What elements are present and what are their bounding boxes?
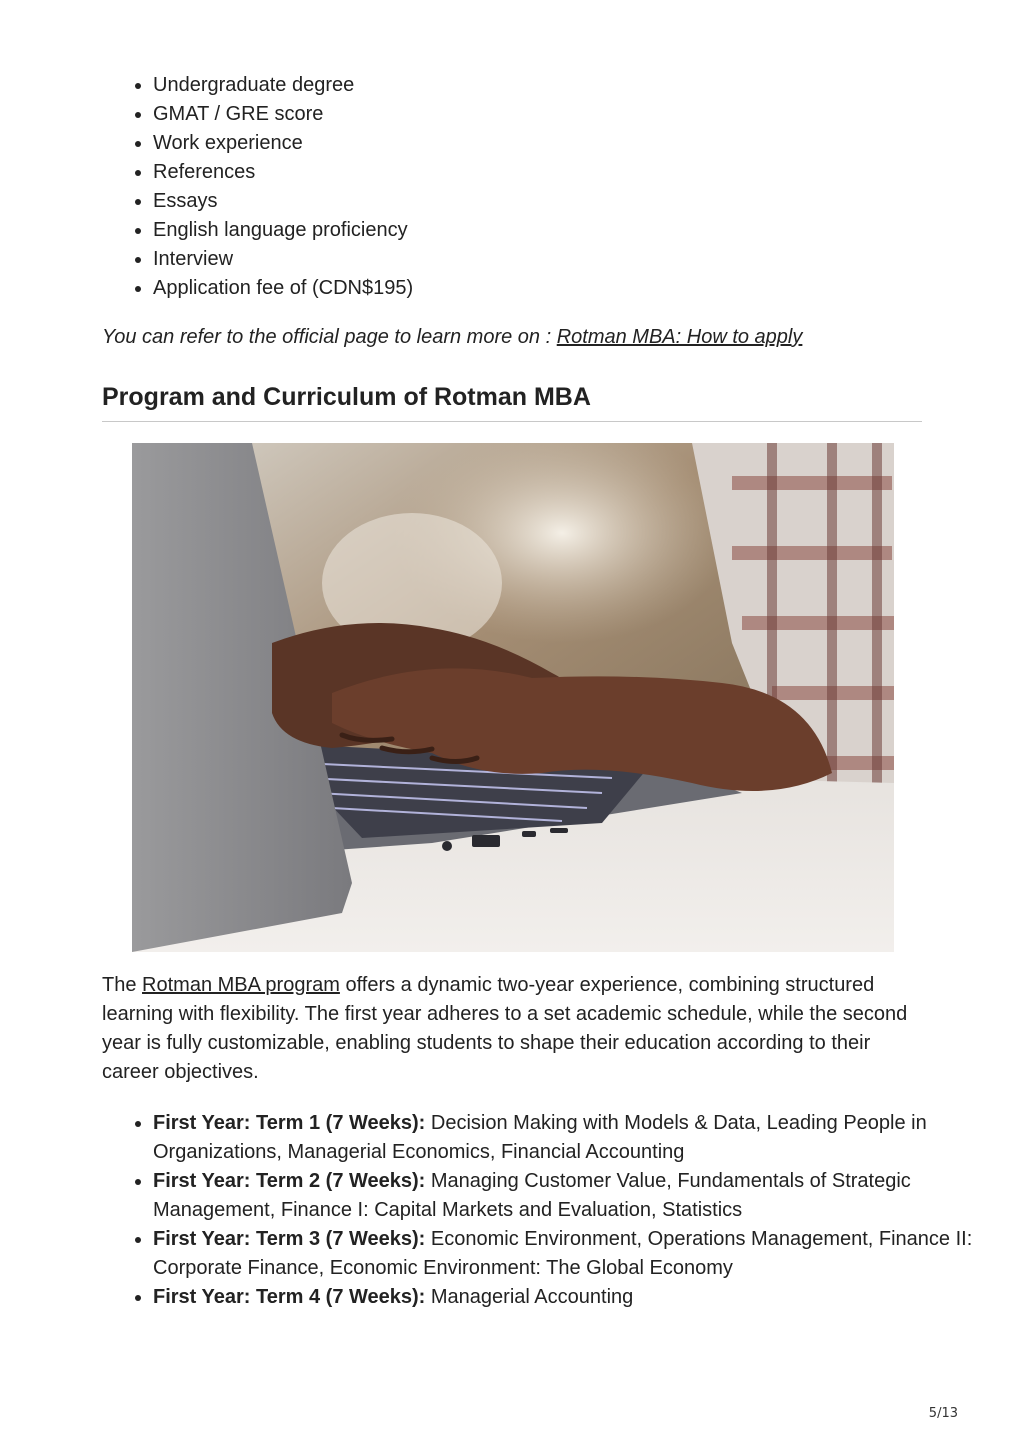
- term-label: First Year: Term 4 (7 Weeks):: [153, 1286, 426, 1308]
- term-label: First Year: Term 1 (7 Weeks):: [153, 1112, 426, 1134]
- program-intro: [102, 971, 927, 1087]
- laptop-typing-photo: [132, 443, 894, 952]
- list-item: [153, 1283, 973, 1312]
- term-courses: Decision Making with Models & Data, Leading People in Organizations, Managerial Economics, Financial Accounting: [153, 1112, 927, 1163]
- term-courses: Managing Customer Value, Fundamentals of Strategic Management, Finance I: Capital Markets and Evaluation, Statistics: [153, 1170, 911, 1221]
- curriculum-list: [102, 1109, 973, 1312]
- section-heading: Program and Curriculum of Rotman MBA: [102, 383, 591, 411]
- list-item: • Undergraduate degree: [153, 71, 413, 100]
- rotman-mba-program-link[interactable]: Rotman MBA program: [142, 974, 340, 996]
- list-item: • English language proficiency: [153, 216, 413, 245]
- intro-after: offers a dynamic two-year experience, combining structured learning with flexibility. The first year adheres to a set academic schedule, while the second year is fully customizable, enabling students to shape their education according to their career objectives.: [102, 974, 908, 1083]
- reference-text: You can refer to the official page to learn more on :: [102, 326, 557, 348]
- intro-before: The: [102, 974, 143, 996]
- requirements-list: [102, 71, 413, 303]
- list-item: • References: [153, 158, 413, 187]
- list-item: • GMAT / GRE score: [153, 100, 413, 129]
- list-item: • Work experience: [153, 129, 413, 158]
- list-item: • Application fee of (CDN$195): [153, 274, 413, 303]
- list-item: [153, 1109, 973, 1167]
- list-item: [153, 1167, 973, 1225]
- reference-note: [102, 323, 802, 352]
- how-to-apply-link[interactable]: Rotman MBA: How to apply: [556, 326, 803, 348]
- list-item: • Essays: [153, 187, 413, 216]
- photo-illustration: [132, 443, 894, 952]
- page-number: 5/13: [928, 1406, 958, 1421]
- term-label: First Year: Term 3 (7 Weeks):: [153, 1228, 426, 1250]
- term-courses: Managerial Accounting: [425, 1286, 634, 1308]
- term-label: First Year: Term 2 (7 Weeks):: [153, 1170, 426, 1192]
- term-courses: Economic Environment, Operations Management, Finance II: Corporate Finance, Economic Environment: The Global Economy: [153, 1228, 973, 1279]
- heading-divider: [102, 421, 922, 422]
- list-item: • Interview: [153, 245, 413, 274]
- list-item: [153, 1225, 973, 1283]
